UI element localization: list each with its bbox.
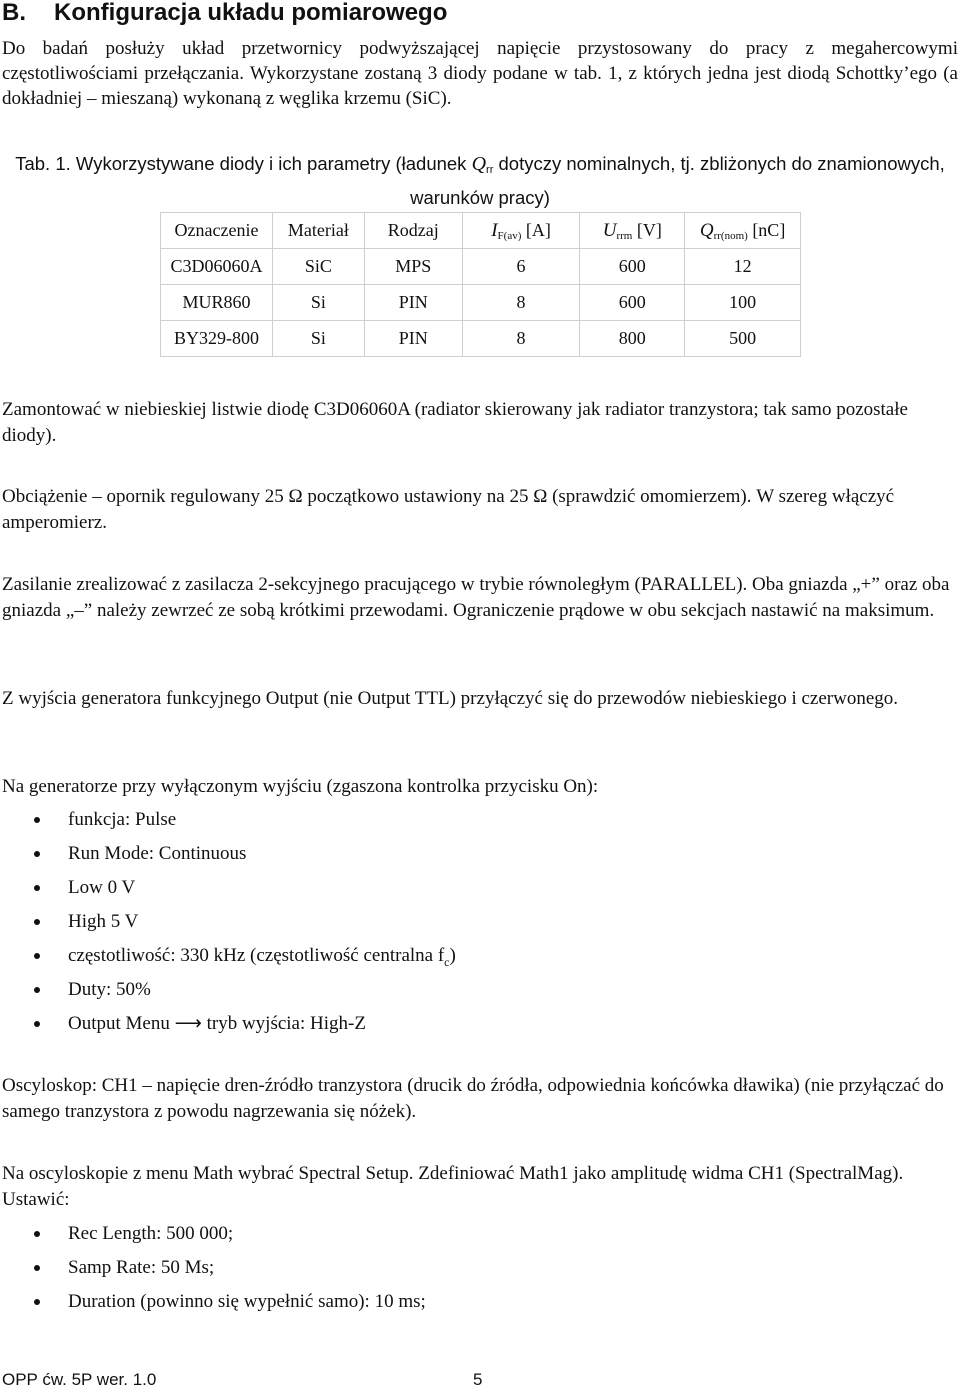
- mount-paragraph: Zamontować w niebieskiej listwie diodę C3D06060A (radiator skierowany jak radiator tranzystora; tak samo pozostałe diody).: [2, 399, 908, 446]
- table-cell: 600: [580, 285, 685, 321]
- generator-output-paragraph: Z wyjścia generatora funkcyjnego Output (nie Output TTL) przyłączyć się do przewodów niebieskiego i czerwonego.: [2, 688, 899, 709]
- list-item: Rec Length: 500 000;: [0, 1221, 426, 1255]
- caption-symbol: Q: [471, 153, 487, 175]
- subscript: c: [444, 954, 450, 969]
- list-item: Low 0 V: [0, 875, 456, 909]
- footer-page-number: 5: [473, 1370, 483, 1389]
- item-text-end: ): [449, 945, 456, 966]
- section-number: B.: [2, 0, 26, 26]
- item-text: częstotliwość: 330 kHz (częstotliwość centralna f: [68, 945, 445, 966]
- table-cell: Si: [272, 285, 364, 321]
- table-cell: 600: [580, 249, 685, 285]
- table-cell: MPS: [364, 249, 462, 285]
- table-cell: PIN: [364, 285, 462, 321]
- header-forward-current: [462, 213, 580, 249]
- caption-text-end: dotyczy nominalnych, tj. zbliżonych do znamionowych, warunków pracy): [410, 153, 945, 208]
- table-cell: 6: [462, 249, 580, 285]
- list-item: Duty: 50%: [0, 977, 456, 1011]
- list-item: Samp Rate: 50 Ms;: [0, 1255, 426, 1289]
- table-cell: 8: [462, 285, 580, 321]
- caption-text-start: Tab. 1. Wykorzystywane diody i ich parametry (ładunek: [15, 153, 472, 174]
- math-paragraph: Na oscyloskopie z menu Math wybrać Spectral Setup. Zdefiniować Math1 jako amplitudę widma CH1 (SpectralMag). Ustawić:: [2, 1163, 904, 1210]
- table-cell: SiC: [272, 249, 364, 285]
- table-cell: 500: [685, 321, 801, 357]
- unit: [nC]: [747, 219, 786, 240]
- symbol: U: [602, 219, 617, 241]
- load-paragraph: Obciążenie – opornik regulowany 25 Ω początkowo ustawiony na 25 Ω (sprawdzić omomierzem). W szereg włączyć amperomierz.: [2, 486, 895, 533]
- list-item: Run Mode: Continuous: [0, 841, 456, 875]
- subscript: rrm: [616, 229, 633, 242]
- generator-settings-list: [0, 807, 456, 1045]
- header-designation: Oznaczenie: [161, 213, 273, 249]
- list-item: [0, 943, 456, 977]
- generator-intro-paragraph: Na generatorze przy wyłączonym wyjściu (zgaszona kontrolka przycisku On):: [2, 776, 599, 797]
- subscript: rr(nom): [713, 229, 748, 242]
- table-cell: 100: [685, 285, 801, 321]
- table-caption: [0, 150, 960, 212]
- table-cell: Si: [272, 321, 364, 357]
- header-material: Materiał: [272, 213, 364, 249]
- table-row: [161, 249, 801, 285]
- caption-subscript: rr: [486, 164, 494, 176]
- section-title: Konfiguracja układu pomiarowego: [54, 0, 448, 26]
- symbol: I: [491, 219, 498, 241]
- spectral-settings-list: [0, 1221, 426, 1323]
- list-item: Duration (powinno się wypełnić samo): 10 ms;: [0, 1289, 426, 1323]
- section-heading: [2, 0, 447, 28]
- table-cell: BY329-800: [161, 321, 273, 357]
- footer-doc-version: OPP ćw. 5P wer. 1.0: [2, 1370, 157, 1389]
- table-cell: 8: [462, 321, 580, 357]
- table-header-row: [161, 213, 801, 249]
- intro-paragraph: Do badań posłuży układ przetwornicy podwyższającej napięcie przystosowany do pracy z megahercowymi częstotliwościami przełączania. Wykorzystane zostaną 3 diody podane w tab. 1, z których jedna jest diodą Schottky’ego (a dokładniej – mieszaną) wykonaną z węglika krzemu (SiC).: [2, 38, 958, 109]
- list-item: funkcja: Pulse: [0, 807, 456, 841]
- list-item: High 5 V: [0, 909, 456, 943]
- table-row: [161, 321, 801, 357]
- header-recovery-charge: [685, 213, 801, 249]
- table-cell: MUR860: [161, 285, 273, 321]
- subscript: F(av): [497, 229, 522, 242]
- supply-paragraph: Zasilanie zrealizować z zasilacza 2-sekcyjnego pracującego w trybie równoległym (PARALLEL). Oba gniazda „+” oraz oba gniazda „–” należy zewrzeć ze sobą krótkimi przewodami. Ograniczenie prądowe w obu sekcjach nastawić na maksimum.: [2, 574, 950, 621]
- oscilloscope-paragraph: Oscyloskop: CH1 – napięcie dren-źródło tranzystora (drucik do źródła, odpowiednia końcówka dławika) (nie przyłączać do samego tranzystora z powodu nagrzewania się nóżek).: [2, 1075, 944, 1122]
- unit: [A]: [521, 219, 551, 240]
- table-cell: 800: [580, 321, 685, 357]
- table-cell: 12: [685, 249, 801, 285]
- header-type: Rodzaj: [364, 213, 462, 249]
- diode-parameters-table: [160, 212, 801, 357]
- table-cell: PIN: [364, 321, 462, 357]
- list-item: Output Menu ⟶ tryb wyjścia: High-Z: [0, 1011, 456, 1045]
- header-reverse-voltage: [580, 213, 685, 249]
- unit: [V]: [632, 219, 662, 240]
- symbol: Q: [699, 219, 714, 241]
- table-row: [161, 285, 801, 321]
- table-cell: C3D06060A: [161, 249, 273, 285]
